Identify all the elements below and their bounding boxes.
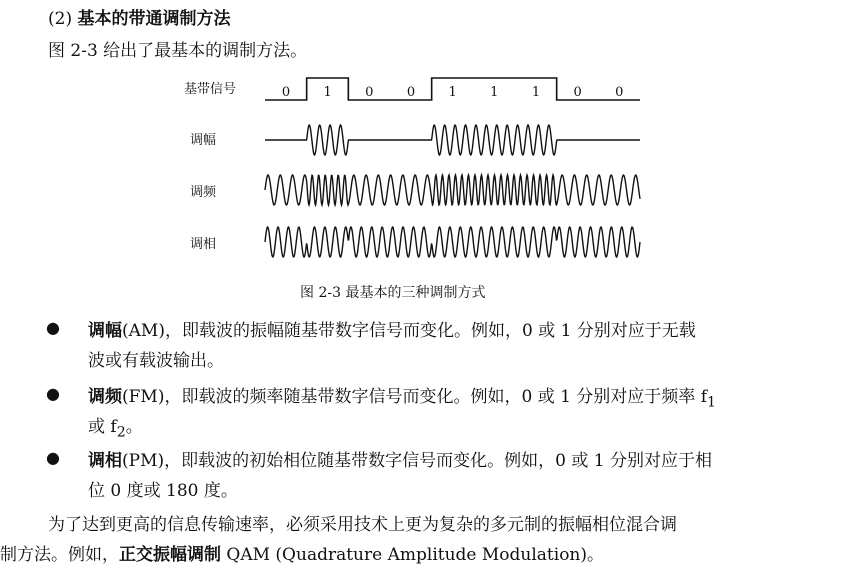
bullet-3-text: ，即载波的初始相位随基带数字信号而变化。例如，0 或 1 分别对应于相 (164, 451, 712, 471)
bullet-3-dot: ● (46, 448, 60, 467)
label-pm: 调相 (190, 237, 217, 252)
bullet-2-text: ，即载波的频率随基带数字信号而变化。例如，0 或 1 分别对应于频率 f (164, 387, 708, 407)
bullet-1-text: ，即载波的振幅随基带数字信号而变化。例如，0 或 1 分别对应于无载 (164, 321, 696, 341)
bit-label: 1 (531, 85, 541, 100)
label-baseband: 基带信号 (184, 82, 237, 97)
bullet-2-term: 调频 (88, 387, 122, 407)
bit-label: 1 (448, 85, 457, 100)
closing-pre: 制方法。例如， (0, 545, 119, 565)
bullet-3-abbr: (PM) (122, 451, 165, 471)
bullet-2-line-2 (88, 412, 143, 440)
bit-label: 1 (490, 85, 499, 100)
bullet-1-dot: ● (46, 318, 60, 337)
label-fm: 调频 (190, 185, 217, 200)
bullet-3-line-2: 位 0 度或 180 度。 (88, 481, 238, 501)
bullet-1-line-2: 波或有载波输出。 (88, 351, 224, 371)
figure-caption: 图 2-3 最基本的三种调制方式 (300, 285, 486, 301)
bullet-2-text-2: 或 f (88, 417, 117, 437)
pm-waveform (265, 227, 640, 257)
closing-post: QAM (Quadrature Amplitude Modulation)。 (221, 545, 605, 565)
closing-line-2 (0, 540, 604, 565)
fm-waveform (265, 175, 640, 205)
bullet-2-sub-1: 1 (707, 394, 717, 411)
bullet-2-abbr: (FM) (122, 387, 165, 407)
bit-label: 0 (365, 85, 374, 100)
bit-label: 1 (323, 85, 332, 100)
bit-label: 0 (573, 85, 582, 100)
bullet-2-sub-2: 2 (116, 424, 126, 441)
bullet-3-term: 调相 (88, 451, 122, 471)
bullet-2-dot: ● (46, 384, 60, 403)
label-am: 调幅 (190, 133, 217, 148)
bit-label: 0 (281, 85, 291, 100)
bullet-1-term: 调幅 (88, 321, 122, 341)
bullet-2-end: 。 (125, 417, 143, 437)
section-title: 基本的带通调制方法 (77, 9, 231, 29)
bit-label: 0 (615, 85, 624, 100)
bit-labels (282, 85, 624, 100)
bit-label: 0 (406, 85, 416, 100)
bullet-1-abbr: (AM) (122, 321, 165, 341)
closing-term: 正交振幅调制 (119, 545, 221, 565)
closing-line-1: 为了达到更高的信息传输速率，必须采用技术上更为复杂的多元制的振幅相位混合调 (48, 515, 677, 535)
intro-text: 图 2-3 给出了最基本的调制方法。 (48, 41, 308, 61)
section-number: (2) (48, 9, 73, 29)
bullet-3-line-1 (88, 446, 712, 471)
bullet-2-line-1 (88, 382, 716, 410)
bullet-1-line-1 (88, 316, 696, 341)
am-waveform (265, 125, 640, 155)
